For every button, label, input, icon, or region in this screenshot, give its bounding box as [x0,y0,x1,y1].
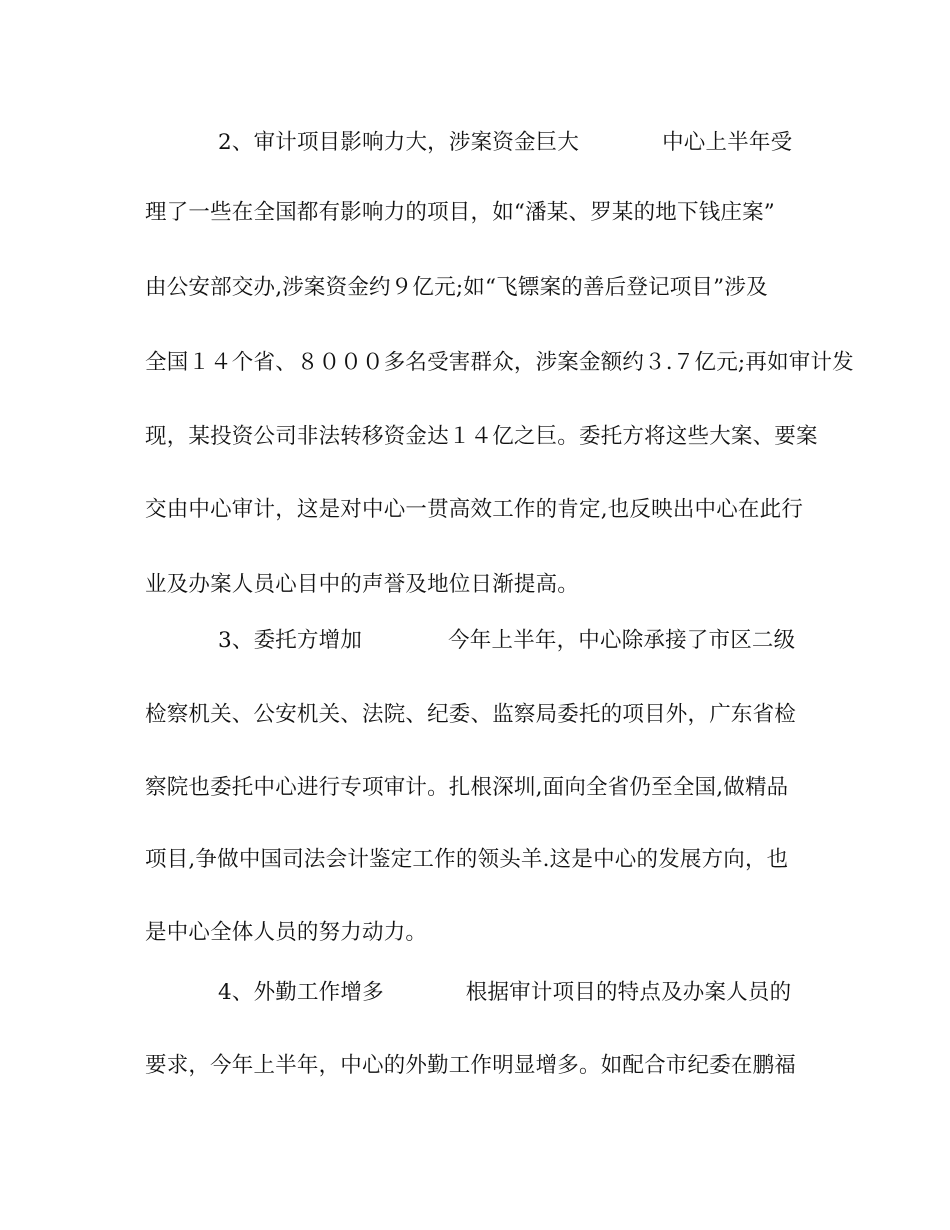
paragraph-line: 交由中心审计，这是对中心一贯高效工作的肯定,也反映出中心在此行 [145,497,804,522]
paragraph-text: 今年上半年，中心除承接了市区二级 [448,628,796,653]
paragraph-line: 项目,争做中国司法会计鉴定工作的领头羊.这是中心的发展方向，也 [145,847,789,872]
paragraph-heading-line [218,973,791,1013]
paragraph-line: 现，某投资公司非法转移资金达１４亿之巨。委托方将这些大案、要案 [145,424,818,449]
paragraph-line: 是中心全体人员的努力动力。 [145,920,428,945]
section-heading: 4、外勤工作增多 [218,980,384,1005]
paragraph-line: 由公安部交办,涉案资金约９亿元;如“飞镖案的善后登记项目”涉及 [145,275,768,300]
paragraph-text: 中心上半年受 [662,130,793,155]
paragraph-line: 全国１４个省、８０００多名受害群众，涉案金额约３.７亿元;再如审计发 [145,350,854,375]
paragraph-line: 要求，今年上半年，中心的外勤工作明显增多。如配合市纪委在鹏福 [145,1053,797,1078]
section-heading: 3、委托方增加 [218,628,363,653]
paragraph-line: 检察机关、公安机关、法院、纪委、监察局委托的项目外，广东省检 [145,702,797,727]
section-heading: 2、审计项目影响力大，涉案资金巨大 [218,130,580,155]
paragraph-line: 察院也委托中心进行专项审计。扎根深圳,面向全省仍至全国,做精品 [145,775,789,800]
paragraph-heading-line [218,621,795,661]
paragraph-line: 业及办案人员心目中的声誉及地位日渐提高。 [145,572,580,597]
paragraph-heading-line [218,123,792,163]
paragraph-line: 理了一些在全国都有影响力的项目，如“潘某、罗某的地下钱庄案” [145,200,775,225]
paragraph-text: 根据审计项目的特点及办案人员的 [465,980,792,1005]
